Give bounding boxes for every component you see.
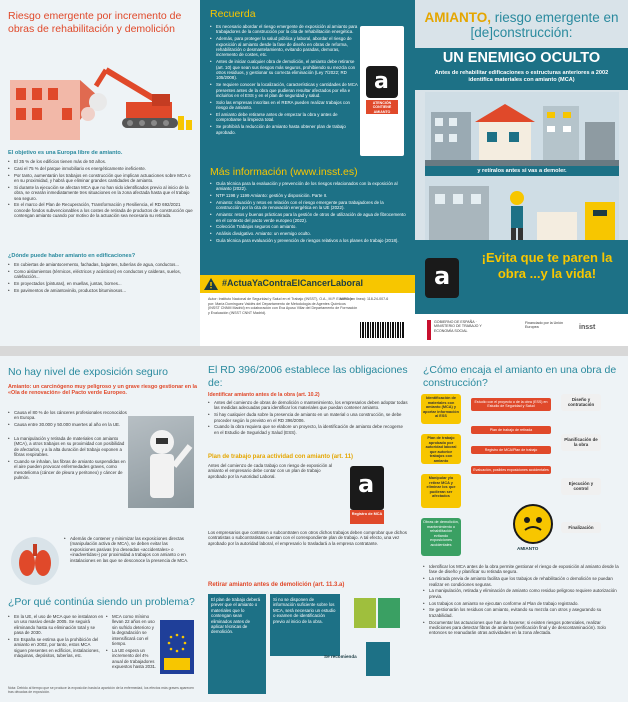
eu-flag-icon: [160, 620, 194, 674]
list-item: • En la UE, el uso de MCA que se instalaron en un uso masivo desde 2005. Se seguirá eliminando hasta su eliminación total y se pasa de 2030.: [8, 614, 104, 636]
retirar-box-1: El plan de trabajo deberá prever que el amianto o materiales que lo contengan sean eliminados antes de aplicar técnicas de demolición.: [208, 594, 266, 694]
identificar-heading: Identificar amianto antes de la obra (art. 10.2): [208, 392, 320, 398]
cover-slogan: ¡Evita que te paren la obra ...y la vida!: [481, 250, 613, 281]
list-item: • La manipulación, retirada y eliminación de amianto como residuo peligroso requiere autorización previa.: [423, 588, 619, 599]
objetivo-heading: El objetivo es una Europa libre de amianto.: [8, 150, 123, 156]
list-item: • Análisis divulgativo. Amianto: un enemigo oculto.: [210, 231, 408, 236]
list-item: • Identificar los MCA antes de la obra permite gestionar el riesgo de exposición al amianto desde la fase de diseño y planificar su retirada segura.: [423, 564, 619, 575]
flow-step-left: Obras de demolición, mantenimiento o rehabilitación evitando exposiciones accidentales: [421, 518, 461, 556]
list-item: • Causa el 80 % de los cánceres profesionales reconocidos en Europa.: [8, 410, 128, 421]
mas-info-list: [210, 181, 408, 245]
panel-title: No hay nivel de exposición seguro: [8, 366, 168, 378]
panel-recuerda: [200, 0, 415, 346]
barcode-icon: [360, 322, 405, 338]
list-item: • En proyectados (pinturas), en muellas, juntas, bornes...: [8, 281, 194, 286]
list-item: • El amianto debe retirarse antes de empezar la obra y antes de comprobarse la limpieza total.: [210, 112, 358, 123]
list-item: • El 35 % de los edificios tienen más de 50 años.: [8, 159, 194, 164]
donde-list: [8, 262, 194, 295]
cover-banner: UN ENEMIGO OCULTO: [415, 48, 628, 68]
warning-label: ATENCIÓN CONTIENE AMIANTO: [366, 100, 398, 114]
flow-step-left: Manipular y/o retirar MCA y eliminar los que pudieran ser afectados: [421, 474, 461, 508]
credits-text: Autor: Instituto Nacional de Seguridad y Salud en el Trabajo (INSST), O.A., M.P. Elaborado por: María Dominguez Valdés del Departamento de Metodología de Agentes Químicos (INSST CNNM Madrid) en colaboración con Eva Ayuso Villar del Departamento de Formación y Evaluación (INSST CNNT Madrid).: [208, 297, 358, 315]
list-item: • Se prohibirá la reducción de amianto hasta obtener plan de trabajo aprobado.: [210, 124, 358, 135]
list-item: • En el marco del Plan de Recuperación, Transformación y Resiliencia, el RD 692/2021 concede fondos subvencionables a los costes de retirada de productos de construcción que contengan amianto cuando por motivo de la actuación sea necesaria su retirada.: [8, 202, 194, 218]
panel-riesgo-emergente: [0, 0, 200, 346]
list-item: • La manipulación y retirada de materiales con amianto (MCA), a otros trabajos en su proximidad con posibilidad de afectarlos, y a la alta duración del trabajo exponen a fibras respirables.: [8, 436, 126, 458]
list-item: • Antes del comienzo de obras de demolición o mantenimiento, los empresarios deben adoptar todas las medidas adecuadas para identificar los materiales que puedan contener amianto.: [208, 400, 408, 411]
lungs-illustration: [10, 536, 60, 586]
flow-step-mid: Evaluación, posibles exposiciones accidentales: [471, 466, 551, 474]
risk-list: [8, 436, 126, 482]
warning-triangle-icon: [204, 278, 218, 290]
identificar-list: [208, 400, 408, 437]
objetivo-list: [8, 159, 194, 220]
flow-step-left: Identificación de materiales con amianto (MCA) y aportar información al ESS: [421, 394, 461, 424]
eu-funding-logo: Financiado por la Unión Europea: [525, 321, 563, 330]
list-item: • Colección Trabajos seguros con amianto.: [210, 224, 408, 229]
recuerda-title: Recuerda: [210, 8, 256, 20]
encaja-list: [423, 564, 619, 637]
flow-phase: Ejecución y control: [561, 478, 601, 495]
retirar-heading: Retirar amianto antes de demolición (art. 11.3.a): [208, 582, 345, 588]
cover-slogan-block: [415, 240, 628, 314]
guide-book-icon: [354, 598, 376, 628]
stats-list: [8, 410, 128, 429]
asbestos-a-logo-icon: a: [425, 258, 459, 298]
list-item: • Se gestionarán los residuos con amianto, evitando su mezcla con otros y asegurando su trazabilidad.: [423, 607, 619, 618]
retirar-box-2: Si no se disponen de información suficiente sobre los MCA, será necesario un estudio o examen de identificación previo al inicio de la obra.: [270, 594, 340, 656]
flow-step-left: Plan de trabajo aprobado por autoridad laboral que autorice trabajos con amianto: [421, 434, 461, 464]
panel-title: Riesgo emergente por incremento de obras de rehabilitación y demolición: [8, 10, 182, 35]
government-logo: GOBIERNO DE ESPAÑA · MINISTERIO DE TRABAJO Y ECONOMÍA SOCIAL: [427, 320, 487, 340]
worker-illustration: [425, 176, 619, 240]
exposure-list: [64, 536, 194, 564]
credits-block: [200, 293, 415, 346]
mas-info-title: Más información (www.insst.es): [210, 166, 358, 178]
recuerda-list: [210, 24, 358, 136]
flow-step-mid: Registro de MCA/Plan de trabajo: [471, 446, 551, 454]
list-item: • La retirada previa de amianto facilita que los trabajos de rehabilitación o demolición se puedan realizar en condiciones seguras.: [423, 576, 619, 587]
list-item: • Si hay cualquier duda sobre la presencia de amianto en un material o una construcción, se debe proceder según lo previsto en el RD 396/2006.: [208, 412, 408, 423]
cover-title: AMIANTO, riesgo emergente en [de]construcción:: [424, 10, 619, 40]
list-item: • Los trabajos con amianto se ejecutan conforme al Plan de trabajo registrado.: [423, 601, 619, 606]
list-item: • MCA como mínimo llevan 22 años en uso sin sufrido deterioro y la degradación se intensificará con el tiempo.: [106, 614, 158, 646]
insst-logo: insst: [579, 324, 596, 331]
recommended-guides: [324, 594, 408, 684]
registro-label: Registro de MCA: [350, 510, 384, 524]
list-item: • Casi el 75 % del parque inmobiliario es energéticamente ineficiente.: [8, 166, 194, 171]
footnote: Nota: Debido al tiempo que se produce la exposición hasta la aparición de la enfermedad, los efectos más graves aparecen tras décadas de exposición.: [8, 686, 194, 695]
problema-col-2: [106, 614, 158, 671]
list-item: • Solo las empresas inscritas en el RERA pueden realizar trabajos con riesgo de amianto.: [210, 100, 358, 111]
list-item: • Documentar las actuaciones que han de hacerse; si existen riesgos potenciales, realizar mediciones para detectar fibras de amianto (verificación final y de descontaminación). Solo entonces se reanudarán otras actividades en la zona afectada.: [423, 620, 619, 636]
list-item: • Como aislamientos (térmicos, eléctricos y acústicos) en conductos y calderas, suelos, calefacción...: [8, 269, 194, 280]
list-item: • Es necesario abordar el riesgo emergente de exposición al amianto para trabajadores de la construcción por la cita de rehabilitación energética.: [210, 24, 358, 35]
list-item: • En España se estima que la prohibición del amianto en 2002, por tanto, estos MCA siguen presentes en edificios, instalaciones, máquinas, depósitos, tuberías, etc.: [8, 637, 104, 659]
asbestos-label-badge: [360, 26, 404, 156]
cover-subtitle: Antes de rehabilitar edificaciones o estructuras anteriores a 2002 identifica materiales con amianto (MCA): [415, 68, 628, 90]
recommend-label: Se recomienda: [324, 654, 357, 659]
panel-title: ¿Cómo encaja el amianto en una obra de construcción?: [423, 364, 617, 389]
flow-phase: Finalización: [561, 522, 601, 533]
list-item: • La UE espera un incremento del 4% anual de trabajadores expuestos hasta 2031.: [106, 648, 158, 670]
list-item: • Además de contener y minimizar las exposiciones directas (manipulación activa de MCA), se deben evitar las exposiciones pasivas (no deseadas «accidentales» o «inadvertidas») por proximidad a trabajos con amianto o en instalaciones en las que se desconoce la presencia de MCA.: [64, 536, 194, 563]
plan-trabajo-heading: Plan de trabajo para actividad con amianto (art. 11): [208, 454, 354, 460]
problema-heading: ¿Por qué continúa siendo un problema?: [8, 596, 195, 608]
list-item: • Antes de iniciar cualquier obra de demolición, el amianto debe retirarse (art. 10) que sean sus riesgos más seguros, prohibiendo su mezcla con otros residuos, y gestionar su correcta eliminación (Ley 7/2022; RD 105/2008).: [210, 59, 358, 81]
list-item: • NTP 1198 y 1199 Amianto: gestión y disposición. Parte II.: [210, 193, 408, 198]
asbestos-character-icon: [513, 504, 553, 544]
list-item: • Cuando la obra requiera que se elabore un proyecto, la identificación de amianto debe recogerse en el Estudio de Seguridad y Salud (ESS).: [208, 424, 408, 435]
contratistas-text: Los empresarios que contraten o subcontraten con otros dichos trabajos deben comprobar que dichos contratistas o subcontratistas cuentan con el correspondiente plan de trabajo. A tal efecto, una vez aprobado por la autoridad laboral, el empresario lo trasladará a la empresa contratante.: [208, 530, 407, 546]
buildings-illustration: [425, 92, 619, 166]
worker-protective-suit-photo: [128, 416, 194, 508]
asbestos-a-logo-icon: a: [350, 466, 384, 510]
list-item: • Cuando se inhalan, las fibras de amianto suspendidas en el aire pueden provocar enfermedades graves, como mesotelioma (cáncer de pleura y peritoneo) y cáncer de pulmón.: [8, 459, 126, 481]
asbestos-a-logo-icon: a: [366, 66, 398, 98]
list-item: • Por tanto, aumentarán los trabajos en construcción que implican actuaciones sobre MCA o en su proximidad, y habrá que eliminar grandes cantidades de amianto.: [8, 173, 194, 184]
cover-footer: [415, 314, 628, 346]
list-item: • En cubiertas de amiantocemento, fachadas, bajantes, tuberías de agua, conductos...: [8, 262, 194, 267]
list-item: • Además, para proteger la salud pública y laboral, abordar el riesgo de exposición al amianto desde la fase de diseño en obras de reforma, rehabilitación o desmantelamiento, evitando paradas, demoras, incremento de costes, etc.: [210, 36, 358, 58]
workflow-diagram: [421, 394, 621, 558]
panel-rd-396: [200, 356, 415, 702]
flow-phase: Diseño y contratación: [561, 394, 601, 411]
nipo-text: NIPO (en línea): 118-24-007-6: [340, 297, 389, 301]
panel-como-encaja: [415, 356, 628, 702]
demolition-illustration: [6, 40, 196, 144]
panel-cover: [415, 0, 628, 346]
flow-step-mid: Plan de trabajo de retirada: [471, 426, 551, 434]
flow-step-mid: Estudio con el proyecto o de la obra (ESS) en Estudio de Seguridad y Salud: [471, 398, 551, 411]
list-item: • Se requiere conocer la localización, características y cantidades de MCA presentes antes de la obra que pudieran resultar afectados por ella e incluirlos en el ESS y en el plan de seguridad y salud.: [210, 82, 358, 98]
cover-subtitle-2: y retíralos antes si vas a demoler.: [425, 166, 619, 176]
hashtag-bar: [200, 275, 415, 293]
guide-book-icon: [366, 642, 390, 676]
list-item: • Guía técnica para evaluación y prevención de riesgos relativos a los planes de trabajo (2018).: [210, 238, 408, 243]
list-item: • Guía técnica para la evaluación y prevención de los riesgos relacionados con la exposición al amianto (2022).: [210, 181, 408, 192]
plan-trabajo-text: Antes del comienzo de cada trabajo con riesgo de exposición al amianto el empresario debe contar con un plan de trabajo aprobado por la Autoridad Laboral.: [208, 463, 332, 479]
list-item: • En pavimentos de amiantovinilo, productos bituminosos...: [8, 288, 194, 293]
flow-phase: Planificación de la obra: [561, 434, 601, 451]
list-item: • Amianto: retos y buenas prácticas para la gestión de otros de utilización de agua de fibrocemento en el contexto del pacto verde europeo (2022).: [210, 212, 408, 223]
list-item: • Amianto: situación y retos en relación con el riesgo emergente para trabajadores de la construcción por la cita de renovación energética en la UE (2022).: [210, 200, 408, 211]
panel-title: El RD 396/2006 establece las obligaciones de:: [208, 364, 408, 389]
character-label: AMIANTO: [517, 546, 539, 551]
lead-text: Amianto: un carcinógeno muy peligroso y un grave riesgo gestionar en la «Ola de renovación» del Pacto verde Europeo.: [8, 384, 198, 397]
list-item: • Causa entre 30.000 y 50.000 muertes al año en la UE.: [8, 422, 128, 427]
hashtag-text: #ActuaYaContraElCancerLaboral: [222, 278, 364, 288]
panel-no-hay-nivel: [0, 356, 200, 702]
list-item: • Si durante la ejecución se afectan MCA que no han sido identificados previo al inicio de la obra, se crearán inmediatamente tres situaciones en la zona afectada hasta que el trabajo sea seguro.: [8, 185, 194, 201]
guide-book-icon: [378, 598, 400, 628]
donde-heading: ¿Dónde puede haber amianto en edificaciones?: [8, 253, 136, 259]
problema-col-1: [8, 614, 104, 660]
